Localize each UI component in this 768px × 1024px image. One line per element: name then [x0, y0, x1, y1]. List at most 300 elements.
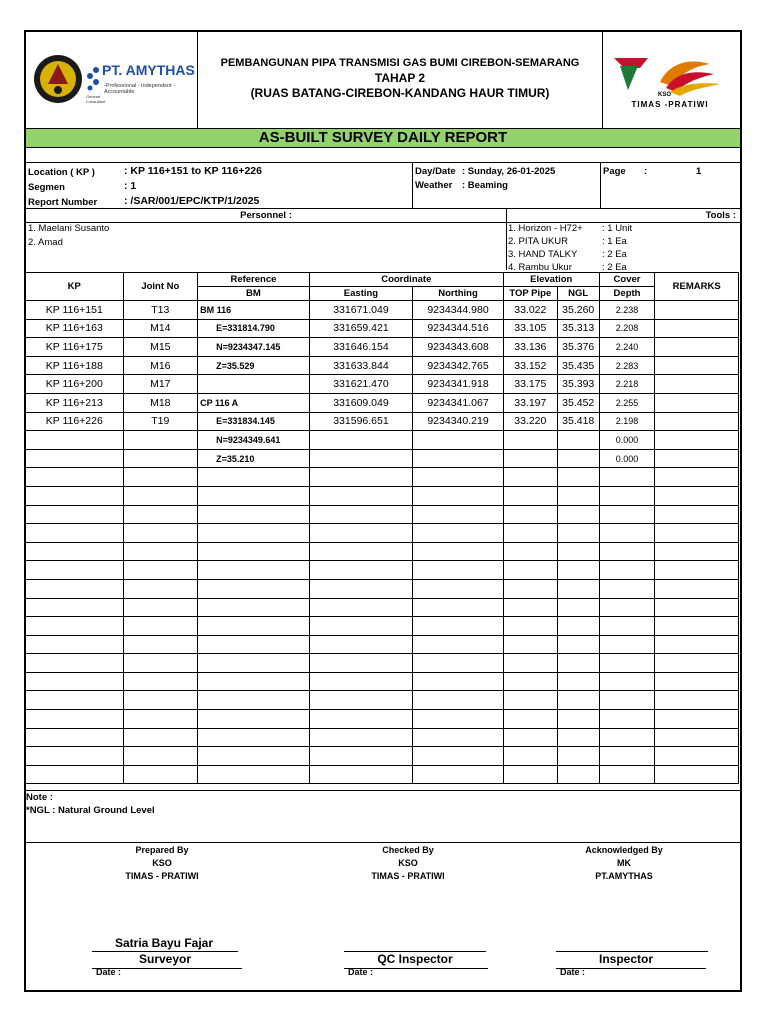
empty-cell — [503, 542, 557, 561]
empty-cell — [198, 579, 310, 598]
empty-cell — [123, 635, 198, 654]
empty-cell — [557, 765, 599, 784]
empty-cell — [26, 691, 124, 710]
empty-cell — [655, 524, 739, 543]
info-bottom-border — [26, 208, 740, 209]
empty-cell — [557, 691, 599, 710]
header-top-pipe: TOP Pipe — [503, 287, 557, 301]
empty-cell — [198, 747, 310, 766]
empty-cell — [599, 691, 655, 710]
empty-cell — [26, 524, 124, 543]
empty-row — [26, 561, 739, 580]
empty-cell — [26, 747, 124, 766]
cell-ngl: 35.313 — [557, 319, 599, 338]
cell-cover: 2.238 — [599, 301, 655, 320]
cell-kp: KP 116+175 — [26, 338, 124, 357]
empty-cell — [413, 672, 504, 691]
empty-cell — [26, 654, 124, 673]
empty-row — [26, 579, 739, 598]
empty-cell — [413, 579, 504, 598]
empty-cell — [503, 468, 557, 487]
empty-cell — [309, 617, 412, 636]
empty-cell — [503, 672, 557, 691]
tool-name-4: 4. Rambu Ukur — [508, 262, 572, 273]
page-value: 1 — [696, 166, 702, 177]
empty-cell — [503, 747, 557, 766]
sig-ack-title: Inspector — [598, 952, 653, 966]
empty-cell — [309, 486, 412, 505]
empty-cell — [198, 728, 310, 747]
empty-cell — [26, 710, 124, 729]
amythas-tagline: -Professional - Independent - Accountable — [104, 83, 175, 95]
empty-cell — [309, 524, 412, 543]
cell-top — [503, 449, 557, 468]
tool-qty-1: : 1 Unit — [602, 223, 633, 234]
empty-cell — [503, 524, 557, 543]
cell-cover: 2.240 — [599, 338, 655, 357]
empty-cell — [309, 672, 412, 691]
empty-cell — [26, 579, 124, 598]
cell-easting: 331633.844 — [309, 356, 412, 375]
empty-cell — [655, 710, 739, 729]
empty-cell — [557, 598, 599, 617]
empty-cell — [198, 524, 310, 543]
empty-cell — [655, 672, 739, 691]
cell-ref: N=9234349.641 — [198, 431, 310, 450]
cell-northing: 9234341.918 — [413, 375, 504, 394]
sig-prepared-title: Surveyor — [138, 952, 192, 966]
cell-top: 33.220 — [503, 412, 557, 431]
cell-joint — [123, 431, 198, 450]
header-ref-bottom: BM — [198, 287, 310, 301]
amythas-name: PT. AMYTHAS — [102, 62, 195, 78]
personnel-tools-divider — [506, 208, 507, 270]
empty-cell — [599, 765, 655, 784]
empty-cell — [557, 486, 599, 505]
cell-remarks — [655, 301, 739, 320]
personnel-header-border — [26, 222, 740, 223]
empty-cell — [123, 542, 198, 561]
header-easting: Easting — [309, 287, 412, 301]
empty-cell — [655, 617, 739, 636]
cell-easting: 331646.154 — [309, 338, 412, 357]
empty-cell — [198, 691, 310, 710]
empty-cell — [26, 728, 124, 747]
cell-joint: T19 — [123, 412, 198, 431]
table-row — [26, 393, 739, 412]
empty-cell — [599, 486, 655, 505]
empty-cell — [309, 710, 412, 729]
cell-ngl: 35.435 — [557, 356, 599, 375]
daydate-label: Day/Date — [415, 166, 456, 177]
empty-cell — [123, 691, 198, 710]
empty-cell — [309, 579, 412, 598]
empty-cell — [413, 524, 504, 543]
cell-ref: Z=35.529 — [198, 356, 310, 375]
empty-cell — [557, 524, 599, 543]
empty-row — [26, 486, 739, 505]
cell-joint: M15 — [123, 338, 198, 357]
empty-cell — [309, 635, 412, 654]
cell-cover: 2.283 — [599, 356, 655, 375]
tool-qty-2: : 1 Ea — [602, 236, 627, 247]
empty-cell — [599, 617, 655, 636]
project-line-2: TAHAP 2 — [374, 71, 426, 85]
empty-cell — [26, 635, 124, 654]
empty-cell — [655, 635, 739, 654]
tools-title: Tools : — [705, 210, 736, 221]
empty-cell — [655, 691, 739, 710]
empty-cell — [413, 617, 504, 636]
empty-cell — [655, 468, 739, 487]
page-colon: : — [644, 166, 648, 177]
sig-ack-org1: MK — [617, 858, 631, 868]
empty-cell — [557, 579, 599, 598]
cell-ngl: 35.260 — [557, 301, 599, 320]
tool-qty-4: : 2 Ea — [602, 262, 627, 273]
empty-cell — [198, 598, 310, 617]
sig-checked-role: Checked By — [382, 845, 434, 855]
empty-cell — [198, 654, 310, 673]
header-northing: Northing — [413, 287, 504, 301]
cell-ngl — [557, 449, 599, 468]
empty-row — [26, 728, 739, 747]
empty-cell — [557, 505, 599, 524]
sig-checked-org1: KSO — [398, 858, 418, 868]
cell-ref: E=331834.145 — [198, 412, 310, 431]
cell-top: 33.105 — [503, 319, 557, 338]
header-elevation: Elevation — [503, 273, 599, 287]
cell-cover: 2.208 — [599, 319, 655, 338]
empty-row — [26, 505, 739, 524]
cell-ngl: 35.393 — [557, 375, 599, 394]
empty-cell — [123, 486, 198, 505]
empty-cell — [557, 561, 599, 580]
empty-cell — [123, 468, 198, 487]
survey-table — [25, 272, 739, 784]
empty-cell — [503, 561, 557, 580]
report-number-value: : /SAR/001/EPC/KTP/1/2025 — [124, 195, 260, 207]
personnel-title: Personnel : — [240, 210, 292, 221]
project-title — [198, 56, 602, 101]
table-row — [26, 356, 739, 375]
empty-row — [26, 524, 739, 543]
amythas-sub: General Consultant — [86, 94, 106, 104]
empty-row — [26, 635, 739, 654]
empty-cell — [413, 542, 504, 561]
empty-cell — [503, 765, 557, 784]
cell-easting: 331671.049 — [309, 301, 412, 320]
cell-northing: 9234341.067 — [413, 393, 504, 412]
empty-cell — [655, 728, 739, 747]
cell-northing: 9234342.765 — [413, 356, 504, 375]
cell-ngl: 35.418 — [557, 412, 599, 431]
empty-cell — [503, 579, 557, 598]
empty-row — [26, 598, 739, 617]
sig-prepared-date: Date : — [96, 967, 122, 977]
empty-cell — [599, 524, 655, 543]
weather-value: : Beaming — [462, 180, 508, 191]
cell-cover: 0.000 — [599, 431, 655, 450]
info-divider-2 — [600, 162, 601, 208]
header-coordinate: Coordinate — [309, 273, 503, 287]
empty-cell — [198, 486, 310, 505]
table-row — [26, 449, 739, 468]
cell-remarks — [655, 412, 739, 431]
cell-northing: 9234343.608 — [413, 338, 504, 357]
daydate-value: : Sunday, 26-01-2025 — [462, 166, 556, 177]
kso-label: KSO — [658, 92, 672, 98]
notes-title: Note : — [26, 792, 53, 803]
empty-cell — [123, 710, 198, 729]
cell-cover: 2.218 — [599, 375, 655, 394]
empty-cell — [123, 672, 198, 691]
empty-cell — [26, 505, 124, 524]
empty-cell — [413, 468, 504, 487]
sig-prepared-role: Prepared By — [135, 845, 189, 855]
cell-ref — [198, 375, 310, 394]
sig-checked-org2: TIMAS - PRATIWI — [371, 871, 445, 881]
empty-cell — [123, 654, 198, 673]
empty-row — [26, 765, 739, 784]
tool-name-3: 3. HAND TALKY — [508, 249, 578, 260]
cell-ngl: 35.376 — [557, 338, 599, 357]
empty-cell — [557, 617, 599, 636]
sig-checked — [308, 844, 508, 883]
empty-cell — [198, 561, 310, 580]
empty-cell — [557, 710, 599, 729]
empty-cell — [599, 747, 655, 766]
sig-prepared — [62, 844, 262, 883]
kso-name: TIMAS -PRATIWI — [631, 100, 709, 109]
cell-top: 33.152 — [503, 356, 557, 375]
cell-ref: BM 116 — [198, 301, 310, 320]
empty-cell — [655, 579, 739, 598]
info-top-border — [26, 162, 740, 163]
cell-joint: T13 — [123, 301, 198, 320]
table-row — [26, 375, 739, 394]
cell-kp — [26, 449, 124, 468]
kso-logo — [610, 52, 728, 114]
cell-cover: 2.255 — [599, 393, 655, 412]
sig-checked-date: Date : — [348, 967, 374, 977]
empty-cell — [26, 468, 124, 487]
empty-cell — [557, 728, 599, 747]
empty-cell — [26, 672, 124, 691]
header-divider — [602, 32, 603, 128]
cell-kp: KP 116+163 — [26, 319, 124, 338]
header-kp: KP — [26, 273, 124, 301]
cell-northing: 9234344.516 — [413, 319, 504, 338]
cell-remarks — [655, 393, 739, 412]
empty-cell — [198, 672, 310, 691]
empty-cell — [309, 728, 412, 747]
cell-remarks — [655, 319, 739, 338]
cell-easting — [309, 431, 412, 450]
notes-line-1: *NGL : Natural Ground Level — [26, 805, 155, 816]
empty-cell — [655, 747, 739, 766]
cell-kp: KP 116+226 — [26, 412, 124, 431]
sig-ack-org2: PT.AMYTHAS — [595, 871, 653, 881]
empty-cell — [503, 710, 557, 729]
empty-cell — [503, 654, 557, 673]
cell-top: 33.136 — [503, 338, 557, 357]
cell-ref: N=9234347.145 — [198, 338, 310, 357]
empty-cell — [413, 710, 504, 729]
cell-ref: E=331814.790 — [198, 319, 310, 338]
empty-cell — [655, 598, 739, 617]
empty-cell — [599, 505, 655, 524]
cell-kp: KP 116+151 — [26, 301, 124, 320]
table-row — [26, 319, 739, 338]
cell-northing — [413, 431, 504, 450]
empty-cell — [599, 468, 655, 487]
empty-cell — [123, 617, 198, 636]
empty-cell — [123, 598, 198, 617]
cell-ref: CP 116 A — [198, 393, 310, 412]
cell-top: 33.175 — [503, 375, 557, 394]
cell-cover: 2.198 — [599, 412, 655, 431]
tool-name-2: 2. PITA UKUR — [508, 236, 569, 247]
cell-easting: 331659.421 — [309, 319, 412, 338]
empty-cell — [123, 765, 198, 784]
cell-top: 33.197 — [503, 393, 557, 412]
empty-cell — [599, 710, 655, 729]
empty-row — [26, 747, 739, 766]
sig-prepared-name: Satria Bayu Fajar — [114, 936, 214, 950]
empty-cell — [309, 468, 412, 487]
cell-kp: KP 116+200 — [26, 375, 124, 394]
empty-cell — [309, 747, 412, 766]
empty-cell — [503, 728, 557, 747]
empty-cell — [599, 635, 655, 654]
header-cover-bottom: Depth — [599, 287, 655, 301]
empty-cell — [599, 654, 655, 673]
empty-cell — [413, 598, 504, 617]
cell-joint: M17 — [123, 375, 198, 394]
weather-label: Weather — [415, 180, 453, 191]
cell-easting: 331621.470 — [309, 375, 412, 394]
empty-row — [26, 654, 739, 673]
empty-cell — [655, 486, 739, 505]
empty-cell — [26, 561, 124, 580]
cell-northing: 9234344.980 — [413, 301, 504, 320]
empty-cell — [26, 542, 124, 561]
project-line-3: (RUAS BATANG-CIREBON-KANDANG HAUR TIMUR) — [250, 86, 550, 100]
cell-joint: M16 — [123, 356, 198, 375]
cell-remarks — [655, 338, 739, 357]
empty-cell — [503, 598, 557, 617]
empty-cell — [309, 765, 412, 784]
header-remarks: REMARKS — [655, 273, 739, 301]
empty-cell — [557, 635, 599, 654]
table-row — [26, 431, 739, 450]
location-label: Location ( KP ) — [28, 167, 95, 178]
cell-top: 33.022 — [503, 301, 557, 320]
segmen-label: Segmen — [28, 182, 65, 193]
table-row — [26, 412, 739, 431]
empty-row — [26, 617, 739, 636]
empty-cell — [123, 524, 198, 543]
empty-cell — [198, 635, 310, 654]
empty-cell — [309, 654, 412, 673]
empty-cell — [413, 486, 504, 505]
segmen-value: : 1 — [124, 180, 137, 192]
empty-cell — [123, 728, 198, 747]
cell-easting: 331596.651 — [309, 412, 412, 431]
empty-cell — [123, 747, 198, 766]
empty-cell — [123, 561, 198, 580]
empty-cell — [599, 728, 655, 747]
cell-ref: Z=35.210 — [198, 449, 310, 468]
empty-cell — [26, 598, 124, 617]
empty-cell — [413, 747, 504, 766]
cell-remarks — [655, 356, 739, 375]
cell-easting: 331609.049 — [309, 393, 412, 412]
empty-cell — [557, 654, 599, 673]
empty-row — [26, 710, 739, 729]
empty-cell — [198, 617, 310, 636]
sig-checked-title: QC Inspector — [377, 952, 453, 966]
empty-cell — [557, 468, 599, 487]
report-title: AS-BUILT SURVEY DAILY REPORT — [26, 128, 740, 148]
report-frame — [24, 30, 742, 992]
empty-cell — [198, 505, 310, 524]
empty-row — [26, 542, 739, 561]
location-value: : KP 116+151 to KP 116+226 — [124, 165, 262, 177]
empty-cell — [655, 765, 739, 784]
personnel-member-1: 1. Maelani Susanto — [28, 223, 110, 234]
report-number-label: Report Number — [28, 197, 98, 208]
sig-prepared-org2: TIMAS - PRATIWI — [125, 871, 199, 881]
cell-joint: M18 — [123, 393, 198, 412]
header-ref-top: Reference — [198, 273, 310, 287]
empty-cell — [655, 505, 739, 524]
cell-easting — [309, 449, 412, 468]
empty-cell — [599, 672, 655, 691]
empty-cell — [557, 747, 599, 766]
empty-cell — [198, 542, 310, 561]
empty-cell — [599, 579, 655, 598]
empty-cell — [413, 765, 504, 784]
empty-cell — [26, 486, 124, 505]
sig-prepared-org1: KSO — [152, 858, 172, 868]
empty-cell — [503, 505, 557, 524]
empty-cell — [309, 691, 412, 710]
empty-cell — [599, 598, 655, 617]
empty-cell — [123, 505, 198, 524]
header-cover-top: Cover — [599, 273, 655, 287]
empty-cell — [655, 654, 739, 673]
empty-cell — [309, 561, 412, 580]
cell-northing — [413, 449, 504, 468]
empty-cell — [413, 728, 504, 747]
empty-cell — [655, 542, 739, 561]
empty-cell — [413, 635, 504, 654]
empty-cell — [503, 486, 557, 505]
cell-northing: 9234340.219 — [413, 412, 504, 431]
empty-cell — [413, 654, 504, 673]
empty-cell — [198, 468, 310, 487]
project-line-1: PEMBANGUNAN PIPA TRANSMISI GAS BUMI CIREBON-SEMARANG — [220, 57, 580, 69]
personnel-member-2: 2. Amad — [28, 237, 63, 248]
empty-cell — [503, 635, 557, 654]
cell-remarks — [655, 449, 739, 468]
empty-cell — [599, 561, 655, 580]
page-label: Page — [603, 166, 626, 177]
empty-cell — [26, 617, 124, 636]
empty-cell — [503, 617, 557, 636]
